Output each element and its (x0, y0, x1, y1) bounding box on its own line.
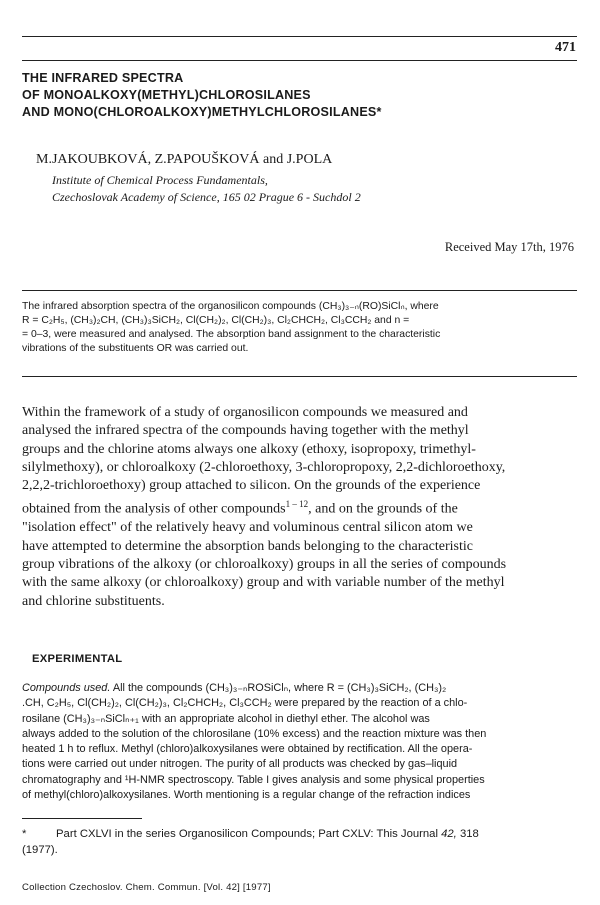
title-line: THE INFRARED SPECTRA (22, 71, 184, 85)
abstract (22, 300, 577, 356)
abstract-line: = 0–3, were measured and analysed. The absorption band assignment to the characteristic (22, 329, 441, 340)
body-line: and chlorine substituents. (22, 593, 165, 609)
article-title (22, 70, 582, 121)
body-line: Within the framework of a study of organosilicon compounds we measured and (22, 405, 468, 420)
body-line: group vibrations of the alkoxy (or chloroalkoxy) groups in all the series of compounds (22, 557, 507, 573)
footnote-mark: * (22, 828, 27, 840)
body-line: with the same alkoxy (or chloroalkoxy) group and with variable number of the methyl (22, 575, 505, 591)
body-line: 2,2,2-trichloroethoxy) group attached to silicon. On the grounds of the experience (22, 478, 481, 494)
footnote-line (22, 826, 582, 842)
affiliation (52, 172, 361, 206)
experimental-paragraph (22, 681, 582, 803)
experimental-text: All the compounds (CH₃)₃₋ₙROSiClₙ, where R = (CH₃)₃SiCH₂, (CH₃)₂ (110, 682, 447, 694)
body-line: have attempted to determine the absorption bands belonging to the characteristic (22, 538, 473, 554)
title-line: AND MONO(CHLOROALKOXY)METHYLCHLOROSILANES* (22, 105, 382, 119)
experimental-line: heated 1 h to reflux. Methyl (chloro)alkoxysilanes were obtained by rectification. All the opera- (22, 743, 473, 756)
received-date: Received May 17th, 1976 (444, 240, 574, 254)
abstract-top-rule (22, 290, 577, 291)
introduction-paragraph (22, 404, 582, 611)
affiliation-line: Institute of Chemical Process Fundamentals, (52, 173, 268, 187)
experimental-line: .CH, C₂H₅, Cl(CH₂)₂, Cl(CH₂)₃, Cl₂CHCH₂, Cl₃CCH₂ were prepared by the reaction of a chlo- (22, 697, 468, 710)
experimental-line: chromatography and ¹H-NMR spectroscopy. Table I gives analysis and some physical properties (22, 773, 485, 786)
abstract-line: R = C₂H₅, (CH₃)₂CH, (CH₃)₃SiCH₂, Cl(CH₂)₂, Cl(CH₂)₃, Cl₂CHCH₂, Cl₃CCH₂ and n = (22, 315, 410, 326)
footnote (22, 826, 582, 858)
body-text: , and on the grounds of the (308, 502, 458, 518)
page-number: 471 (555, 40, 576, 55)
affiliation-line: Czechoslovak Academy of Science, 165 02 Prague 6 - Suchdol 2 (52, 190, 361, 204)
abstract-line: vibrations of the substituents OR was carried out. (22, 343, 249, 354)
top-rule (22, 36, 577, 37)
body-line: "isolation effect" of the relatively heavy and voluminous central silicon atom we (22, 520, 473, 536)
body-line: groups and the chlorine atoms always one alkoxy (ethoxy, isopropoxy, trimethyl- (22, 441, 476, 457)
abstract-line: The infrared absorption spectra of the organosilicon compounds (CH₃)₃₋ₙ(RO)SiClₙ, where (22, 301, 439, 312)
experimental-line: rosilane (CH₃)₃₋ₙSiClₙ₊₁ with an appropriate alcohol in diethyl ether. The alcohol was (22, 712, 430, 725)
body-line (22, 495, 582, 519)
header-rule (22, 60, 577, 61)
experimental-line: of methyl(chloro)alkoxysilanes. Worth mentioning is a regular change of the refraction indices (22, 789, 471, 802)
journal-footer: Collection Czechoslov. Chem. Commun. [Vol. 42] [1977] (22, 882, 271, 893)
body-text: obtained from the analysis of other compounds (22, 502, 286, 518)
subsection-lead: Compounds used. (22, 682, 111, 694)
body-line: silylmethoxy), or chloroalkoxy (2-chloroethoxy, 3-chloropropoxy, 2,2-dichloroethoxy, (22, 459, 506, 475)
abstract-bottom-rule (22, 376, 577, 377)
experimental-line (22, 681, 582, 696)
reference-superscript: 1 – 12 (285, 499, 309, 510)
footnote-volume: 42, (441, 828, 457, 840)
footnote-line: (1977). (22, 844, 58, 856)
authors: M.JAKOUBKOVÁ, Z.PAPOUŠKOVÁ and J.POLA (36, 152, 333, 167)
title-line: OF MONOALKOXY(METHYL)CHLOROSILANES (22, 88, 311, 102)
experimental-line: always added to the solution of the chlorosilane (10% excess) and the reaction mixture was then (22, 727, 487, 740)
footnote-text: Part CXLVI in the series Organosilicon Compounds; Part CXLV: This Journal (56, 828, 442, 840)
footnote-text: 318 (456, 828, 479, 840)
section-heading-experimental: EXPERIMENTAL (32, 653, 123, 665)
experimental-line: tions were carried out under nitrogen. The purity of all products was checked by gas–liquid (22, 758, 458, 771)
footnote-rule (22, 818, 142, 819)
body-line: analysed the infrared spectra of the compounds having together with the methyl (22, 423, 469, 439)
